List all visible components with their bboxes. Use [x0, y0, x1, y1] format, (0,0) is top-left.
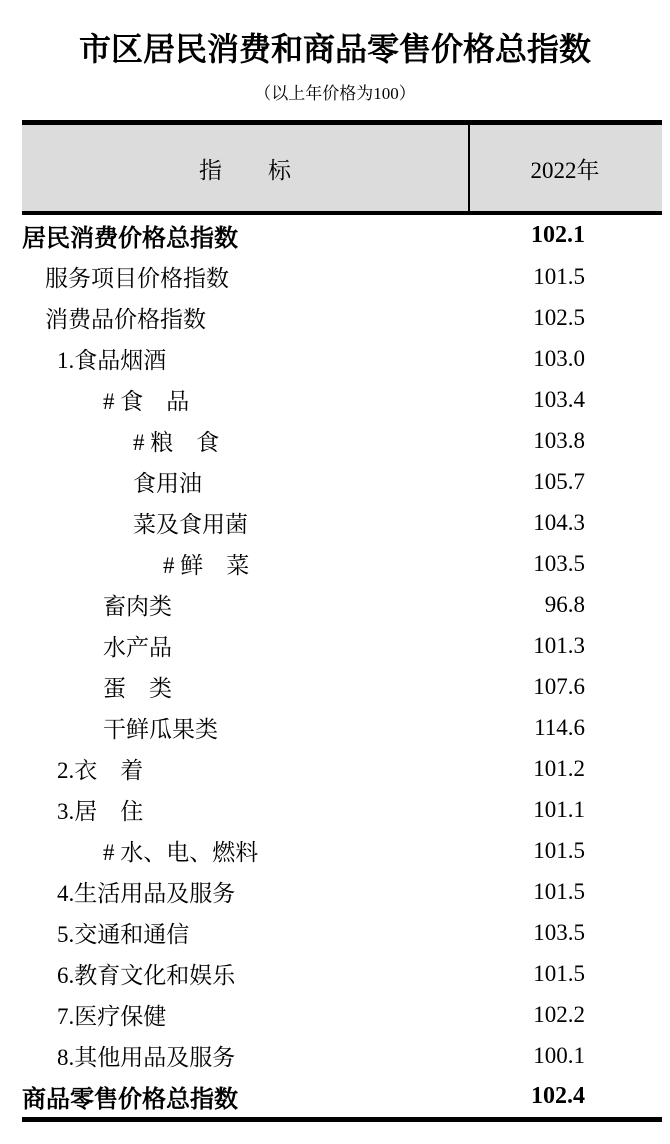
table-row [22, 871, 662, 912]
value-cell: 114.6 [534, 714, 585, 740]
table-row [22, 379, 662, 420]
table-row [22, 584, 662, 625]
indicator-cell: 6.教育文化和娱乐 [57, 963, 236, 988]
value-cell: 102.2 [533, 1001, 585, 1027]
indicator-cell: 8.其他用品及服务 [57, 1045, 236, 1070]
value-cell: 103.0 [533, 345, 585, 371]
value-cell: 107.6 [533, 673, 585, 699]
value-cell: 103.4 [533, 386, 585, 412]
value-cell: 101.2 [533, 755, 585, 781]
document-page [0, 24, 670, 1144]
page-title: 市区居民消费和商品零售价格总指数 [78, 31, 591, 67]
header-year-cell: 2022年 [468, 125, 660, 211]
price-index-table [22, 120, 662, 1122]
table-row [22, 994, 662, 1035]
indicator-cell: # 粮 食 [133, 430, 220, 455]
indicator-cell: 商品零售价格总指数 [22, 1086, 238, 1113]
header-indicator-cell: 指 标 [199, 157, 291, 183]
value-cell: 96.8 [544, 591, 585, 617]
indicator-cell: 1.食品烟酒 [57, 348, 167, 373]
value-cell: 101.5 [533, 878, 585, 904]
table-row [22, 297, 662, 338]
table-row [22, 215, 662, 256]
page-subtitle: （以上年价格为100） [254, 84, 416, 103]
value-cell: 103.8 [533, 427, 585, 453]
value-cell: 100.1 [533, 1042, 585, 1068]
table-row [22, 707, 662, 748]
indicator-cell: # 鲜 菜 [163, 553, 250, 578]
value-cell: 101.5 [533, 960, 585, 986]
value-cell: 102.1 [531, 222, 585, 248]
indicator-cell: 2.衣 着 [57, 758, 144, 783]
table-row [22, 1076, 662, 1117]
value-cell: 101.5 [533, 837, 585, 863]
value-cell: 104.3 [533, 509, 585, 535]
table-row [22, 543, 662, 584]
table-row [22, 666, 662, 707]
indicator-cell: 4.生活用品及服务 [57, 881, 236, 906]
indicator-cell: 居民消费价格总指数 [22, 225, 238, 252]
value-cell: 102.4 [531, 1083, 585, 1109]
table-header [22, 120, 662, 215]
table-row [22, 461, 662, 502]
indicator-cell: 食用油 [133, 471, 202, 496]
value-cell: 103.5 [533, 919, 585, 945]
indicator-cell: 畜肉类 [103, 594, 172, 619]
table-row [22, 789, 662, 830]
table-row [22, 953, 662, 994]
indicator-cell: 菜及食用菌 [133, 512, 248, 537]
indicator-cell: 蛋 类 [103, 676, 172, 701]
indicator-cell: 5.交通和通信 [57, 922, 190, 947]
indicator-cell: # 食 品 [103, 389, 190, 414]
indicator-cell: 3.居 住 [57, 799, 144, 824]
indicator-cell: 水产品 [103, 635, 172, 660]
indicator-cell: 消费品价格指数 [45, 307, 206, 332]
indicator-cell: # 水、电、燃料 [103, 840, 259, 865]
table-row [22, 830, 662, 871]
table-body [22, 215, 662, 1122]
table-row [22, 256, 662, 297]
indicator-cell: 7.医疗保健 [57, 1004, 167, 1029]
table-row [22, 912, 662, 953]
value-cell: 101.3 [533, 632, 585, 658]
indicator-cell: 服务项目价格指数 [45, 266, 229, 291]
value-cell: 101.1 [533, 796, 585, 822]
indicator-cell: 干鲜瓜果类 [103, 717, 218, 742]
table-row [22, 338, 662, 379]
table-row [22, 1035, 662, 1076]
value-cell: 105.7 [533, 468, 585, 494]
value-cell: 103.5 [533, 550, 585, 576]
table-row [22, 502, 662, 543]
table-row [22, 420, 662, 461]
table-row [22, 748, 662, 789]
table-row [22, 625, 662, 666]
value-cell: 102.5 [533, 304, 585, 330]
value-cell: 101.5 [533, 263, 585, 289]
